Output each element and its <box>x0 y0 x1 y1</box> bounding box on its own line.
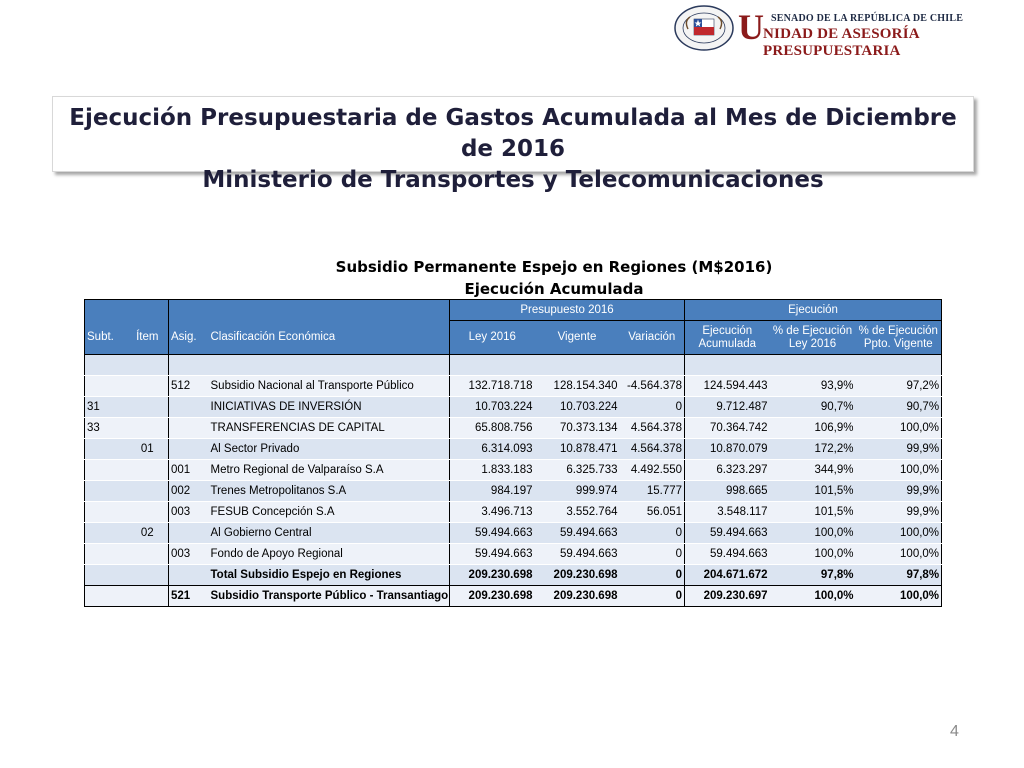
column-header-ley: Ley 2016 <box>450 321 535 355</box>
cell-variacion: -4.564.378 <box>620 376 685 397</box>
cell-vigente: 6.325.733 <box>535 460 620 481</box>
header-spacer <box>209 300 450 321</box>
cell-vigente: 59.494.663 <box>535 544 620 565</box>
table-row <box>85 523 942 544</box>
cell-ley: 59.494.663 <box>450 523 535 544</box>
column-header-pct-vigente <box>856 321 942 355</box>
group-header-ejecucion: Ejecución <box>685 300 942 321</box>
cell-ejecucion: 998.665 <box>685 481 770 502</box>
cell-variacion: 0 <box>620 523 685 544</box>
cell-pct-vigente: 100,0% <box>856 586 942 607</box>
cell-description: Metro Regional de Valparaíso S.A <box>209 460 450 481</box>
cell-description: Subsidio Nacional al Transporte Público <box>209 376 450 397</box>
brand-senate-name: SENADO DE LA REPÚBLICA DE CHILE <box>771 13 964 24</box>
page-subtitle: Ministerio de Transportes y Telecomunicaciones <box>202 167 824 193</box>
cell-item <box>127 481 169 502</box>
cell-pct-ley: 90,7% <box>770 397 856 418</box>
cell-vigente: 209.230.698 <box>535 586 620 607</box>
cell-pct-ley: 344,9% <box>770 460 856 481</box>
cell-ley: 3.496.713 <box>450 502 535 523</box>
cell-subt <box>85 460 127 481</box>
cell-ley: 132.718.718 <box>450 376 535 397</box>
cell-item <box>127 397 169 418</box>
column-header-asig: Asig. <box>169 321 209 355</box>
total-row <box>85 565 942 586</box>
cell-description: Al Gobierno Central <box>209 523 450 544</box>
column-header-line: Ppto. Vigente <box>863 337 933 350</box>
cell-asig: 512 <box>169 376 209 397</box>
table-title: Subsidio Permanente Espejo en Regiones (M$2016) <box>335 258 773 276</box>
cell-asig <box>169 565 209 586</box>
cell-pct-vigente: 99,9% <box>856 502 942 523</box>
column-header-pct-ley <box>770 321 856 355</box>
cell-ley: 65.808.756 <box>450 418 535 439</box>
cell-vigente: 70.373.134 <box>535 418 620 439</box>
cell-pct-ley: 101,5% <box>770 502 856 523</box>
cell-ejecucion: 204.671.672 <box>685 565 770 586</box>
cell-asig: 003 <box>169 502 209 523</box>
cell-ejecucion: 124.594.443 <box>685 376 770 397</box>
cell-ley: 209.230.698 <box>450 565 535 586</box>
cell-ley: 1.833.183 <box>450 460 535 481</box>
column-header-line: Ley 2016 <box>788 337 837 350</box>
cell-subt <box>85 544 127 565</box>
cell-asig <box>169 523 209 544</box>
cell-pct-vigente: 100,0% <box>856 544 942 565</box>
group-header-presupuesto: Presupuesto 2016 <box>450 300 685 321</box>
table-row <box>85 544 942 565</box>
cell-pct-vigente: 100,0% <box>856 460 942 481</box>
cell-description: FESUB Concepción S.A <box>209 502 450 523</box>
header-spacer <box>127 300 169 321</box>
cell-ley: 6.314.093 <box>450 439 535 460</box>
cell-description: Trenes Metropolitanos S.A <box>209 481 450 502</box>
cell-description: TRANSFERENCIAS DE CAPITAL <box>209 418 450 439</box>
brand-unit-name: NIDAD DE ASESORÍA PRESUPUESTARIA <box>763 26 919 59</box>
cell-pct-vigente: 99,9% <box>856 481 942 502</box>
cell-pct-vigente: 97,2% <box>856 376 942 397</box>
column-header-vigente: Vigente <box>535 321 620 355</box>
cell-ejecucion: 209.230.697 <box>685 586 770 607</box>
cell-subt: 31 <box>85 397 127 418</box>
cell-pct-vigente: 100,0% <box>856 418 942 439</box>
cell-description: Total Subsidio Espejo en Regiones <box>209 565 450 586</box>
header-spacer <box>169 300 209 321</box>
cell-pct-ley: 100,0% <box>770 523 856 544</box>
senate-logo <box>672 5 1018 59</box>
cell-asig: 003 <box>169 544 209 565</box>
cell-pct-ley: 100,0% <box>770 586 856 607</box>
cell-vigente: 999.974 <box>535 481 620 502</box>
cell-item: 01 <box>127 439 169 460</box>
column-header-line: % de Ejecución <box>858 324 938 337</box>
cell-pct-vigente: 90,7% <box>856 397 942 418</box>
cell-variacion: 4.492.550 <box>620 460 685 481</box>
cell-ejecucion: 6.323.297 <box>685 460 770 481</box>
column-header-ejecucion-acumulada <box>685 321 770 355</box>
cell-pct-vigente: 97,8% <box>856 565 942 586</box>
cell-asig <box>169 397 209 418</box>
cell-vigente: 209.230.698 <box>535 565 620 586</box>
cell-asig <box>169 439 209 460</box>
cell-item <box>127 460 169 481</box>
table-row <box>85 376 942 397</box>
cell-ley: 209.230.698 <box>450 586 535 607</box>
brand-initial: U <box>738 7 764 47</box>
title-box <box>52 96 974 193</box>
cell-description: Subsidio Transporte Público - Transantiago <box>209 586 450 607</box>
cell-asig: 001 <box>169 460 209 481</box>
cell-variacion: 0 <box>620 586 685 607</box>
cell-subt <box>85 523 127 544</box>
cell-ejecucion: 10.870.079 <box>685 439 770 460</box>
cell-ley: 59.494.663 <box>450 544 535 565</box>
cell-vigente: 3.552.764 <box>535 502 620 523</box>
cell-pct-vigente: 99,9% <box>856 439 942 460</box>
column-header-clasificacion: Clasificación Económica <box>209 321 450 355</box>
cell-pct-ley: 101,5% <box>770 481 856 502</box>
cell-vigente: 128.154.340 <box>535 376 620 397</box>
cell-item <box>127 586 169 607</box>
cell-pct-ley: 172,2% <box>770 439 856 460</box>
table-subtitle: Ejecución Acumulada <box>464 280 644 298</box>
cell-item <box>127 376 169 397</box>
cell-variacion: 4.564.378 <box>620 418 685 439</box>
cell-asig: 521 <box>169 586 209 607</box>
cell-asig <box>169 418 209 439</box>
cell-pct-ley: 93,9% <box>770 376 856 397</box>
cell-variacion: 0 <box>620 544 685 565</box>
cell-item <box>127 565 169 586</box>
cell-ley: 984.197 <box>450 481 535 502</box>
cell-item <box>127 418 169 439</box>
cell-description: Fondo de Apoyo Regional <box>209 544 450 565</box>
cell-variacion: 4.564.378 <box>620 439 685 460</box>
cell-subt <box>85 376 127 397</box>
column-header-line: Ejecución <box>702 324 753 337</box>
cell-ejecucion: 9.712.487 <box>685 397 770 418</box>
cell-subt <box>85 586 127 607</box>
cell-variacion: 56.051 <box>620 502 685 523</box>
cell-variacion: 15.777 <box>620 481 685 502</box>
cell-subt <box>85 565 127 586</box>
cell-subt <box>85 481 127 502</box>
cell-pct-ley: 97,8% <box>770 565 856 586</box>
cell-variacion: 0 <box>620 397 685 418</box>
cell-description: INICIATIVAS DE INVERSIÓN <box>209 397 450 418</box>
cell-subt: 33 <box>85 418 127 439</box>
column-header-subt: Subt. <box>85 321 127 355</box>
senate-seal-icon <box>674 5 734 51</box>
cell-vigente: 10.703.224 <box>535 397 620 418</box>
table-row <box>85 418 942 439</box>
cell-pct-ley: 106,9% <box>770 418 856 439</box>
cell-pct-vigente: 100,0% <box>856 523 942 544</box>
cell-subt <box>85 502 127 523</box>
cell-pct-ley: 100,0% <box>770 544 856 565</box>
column-header-item: Ítem <box>127 321 169 355</box>
cell-ejecucion: 59.494.663 <box>685 523 770 544</box>
cell-vigente: 59.494.663 <box>535 523 620 544</box>
cell-item: 02 <box>127 523 169 544</box>
table-row <box>85 460 942 481</box>
cell-item <box>127 544 169 565</box>
cell-ejecucion: 3.548.117 <box>685 502 770 523</box>
column-header-variacion: Variación <box>620 321 685 355</box>
column-header-line: % de Ejecución <box>772 324 853 337</box>
table-row <box>85 439 942 460</box>
column-header-line: Acumulada <box>698 337 757 350</box>
cell-description: Al Sector Privado <box>209 439 450 460</box>
header-spacer <box>85 300 127 321</box>
page-number: 4 <box>950 723 959 740</box>
cell-ley: 10.703.224 <box>450 397 535 418</box>
table-row <box>85 481 942 502</box>
table-row <box>85 397 942 418</box>
table-row-blank <box>85 355 942 376</box>
table-body <box>85 355 942 607</box>
cell-ejecucion: 59.494.663 <box>685 544 770 565</box>
cell-asig: 002 <box>169 481 209 502</box>
cell-item <box>127 502 169 523</box>
page-title: Ejecución Presupuestaria de Gastos Acumulada al Mes de Diciembre de 2016 <box>69 105 957 162</box>
budget-table <box>84 299 942 607</box>
transantiago-row <box>85 586 942 607</box>
cell-variacion: 0 <box>620 565 685 586</box>
cell-ejecucion: 70.364.742 <box>685 418 770 439</box>
cell-subt <box>85 439 127 460</box>
cell-vigente: 10.878.471 <box>535 439 620 460</box>
table-row <box>85 502 942 523</box>
